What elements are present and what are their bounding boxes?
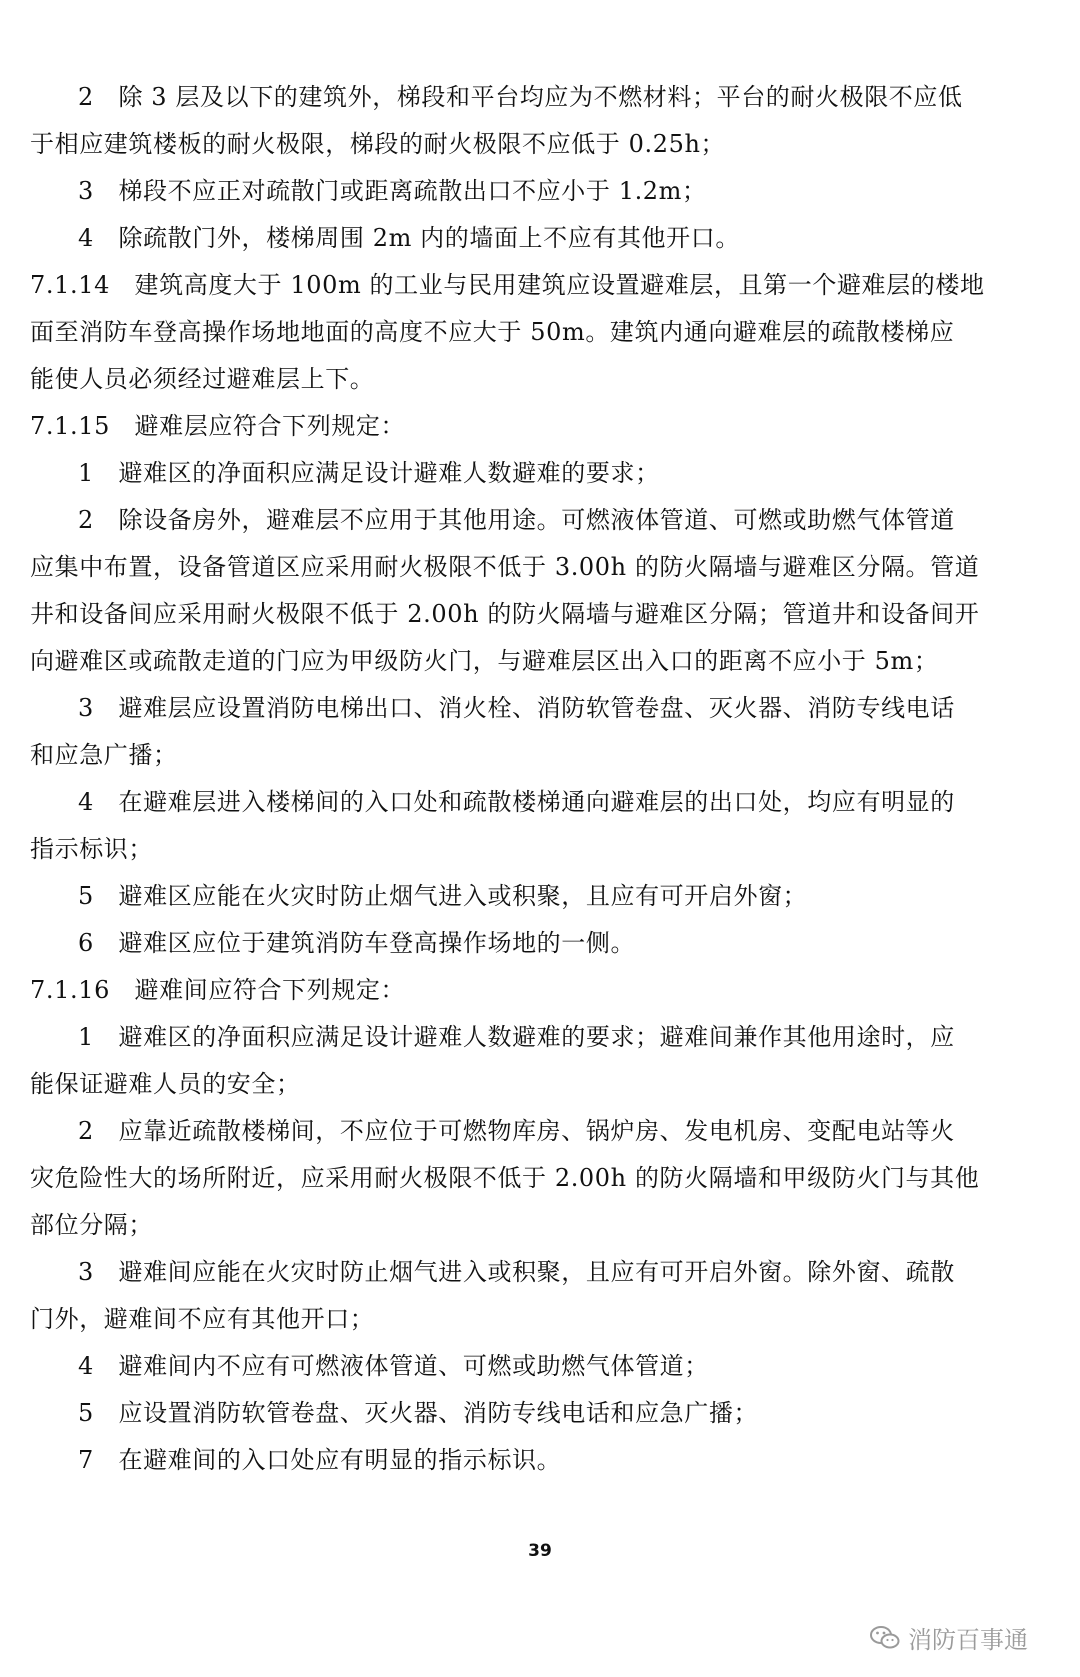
- clause-heading: 7.1.15 避难层应符合下列规定：: [30, 412, 406, 440]
- text-line: 2 除设备房外，避难层不应用于其他用途。可燃液体管道、可燃或助燃气体管道: [78, 506, 955, 534]
- text-line: 5 应设置消防软管卷盘、灭火器、消防专线电话和应急广播；: [78, 1399, 759, 1427]
- watermark: [870, 1620, 1028, 1655]
- watermark-text: 消防百事通: [908, 1626, 1028, 1654]
- text-line: 3 梯段不应正对疏散门或距离疏散出口不应小于 1.2m；: [78, 177, 707, 205]
- text-line: 灾危险性大的场所附近，应采用耐火极限不低于 2.00h 的防火隔墙和甲级防火门与其他: [30, 1164, 980, 1192]
- text-line: 3 避难间应能在火灾时防止烟气进入或积聚，且应有可开启外窗。除外窗、疏散: [78, 1258, 955, 1286]
- clause-heading: 7.1.14 建筑高度大于 100m 的工业与民用建筑应设置避难层，且第一个避难层的楼地: [30, 271, 985, 299]
- text-line: 7 在避难间的入口处应有明显的指示标识。: [78, 1446, 562, 1474]
- clause-heading: 7.1.16 避难间应符合下列规定：: [30, 976, 406, 1004]
- text-line: 5 避难区应能在火灾时防止烟气进入或积聚，且应有可开启外窗；: [78, 882, 808, 910]
- text-line: 1 避难区的净面积应满足设计避难人数避难的要求；避难间兼作其他用途时，应: [78, 1023, 955, 1051]
- text-line: 2 除 3 层及以下的建筑外，梯段和平台均应为不燃材料；平台的耐火极限不应低: [78, 83, 963, 111]
- text-line: 应集中布置，设备管道区应采用耐火极限不低于 3.00h 的防火隔墙与避难区分隔。管道: [30, 553, 980, 581]
- text-line: 指示标识；: [30, 835, 153, 863]
- text-line: 能使人员必须经过避难层上下。: [30, 365, 375, 393]
- text-line: 4 除疏散门外，楼梯周围 2m 内的墙面上不应有其他开口。: [78, 224, 740, 252]
- text-line: 4 在避难层进入楼梯间的入口处和疏散楼梯通向避难层的出口处，均应有明显的: [78, 788, 955, 816]
- text-line: 能保证避难人员的安全；: [30, 1070, 301, 1098]
- text-line: 4 避难间内不应有可燃液体管道、可燃或助燃气体管道；: [78, 1352, 709, 1380]
- text-line: 部位分隔；: [30, 1211, 153, 1239]
- text-line: 1 避难区的净面积应满足设计避难人数避难的要求；: [78, 459, 660, 487]
- text-line: 井和设备间应采用耐火极限不低于 2.00h 的防火隔墙与避难区分隔；管道井和设备间开: [30, 600, 980, 628]
- text-line: 门外，避难间不应有其他开口；: [30, 1305, 375, 1333]
- text-line: 于相应建筑楼板的耐火极限，梯段的耐火极限不应低于 0.25h；: [30, 130, 726, 158]
- text-line: 3 避难层应设置消防电梯出口、消火栓、消防软管卷盘、灭火器、消防专线电话: [78, 694, 955, 722]
- text-line: 面至消防车登高操作场地地面的高度不应大于 50m。建筑内通向避难层的疏散楼梯应: [30, 318, 955, 346]
- page-number: 39: [528, 1541, 552, 1561]
- text-line: 6 避难区应位于建筑消防车登高操作场地的一侧。: [78, 929, 636, 957]
- text-line: 2 应靠近疏散楼梯间，不应位于可燃物库房、锅炉房、发电机房、变配电站等火: [78, 1117, 955, 1145]
- text-line: 和应急广播；: [30, 741, 178, 769]
- wechat-icon: [870, 1625, 900, 1651]
- text-line: 向避难区或疏散走道的门应为甲级防火门，与避难层区出入口的距离不应小于 5m；: [30, 647, 939, 675]
